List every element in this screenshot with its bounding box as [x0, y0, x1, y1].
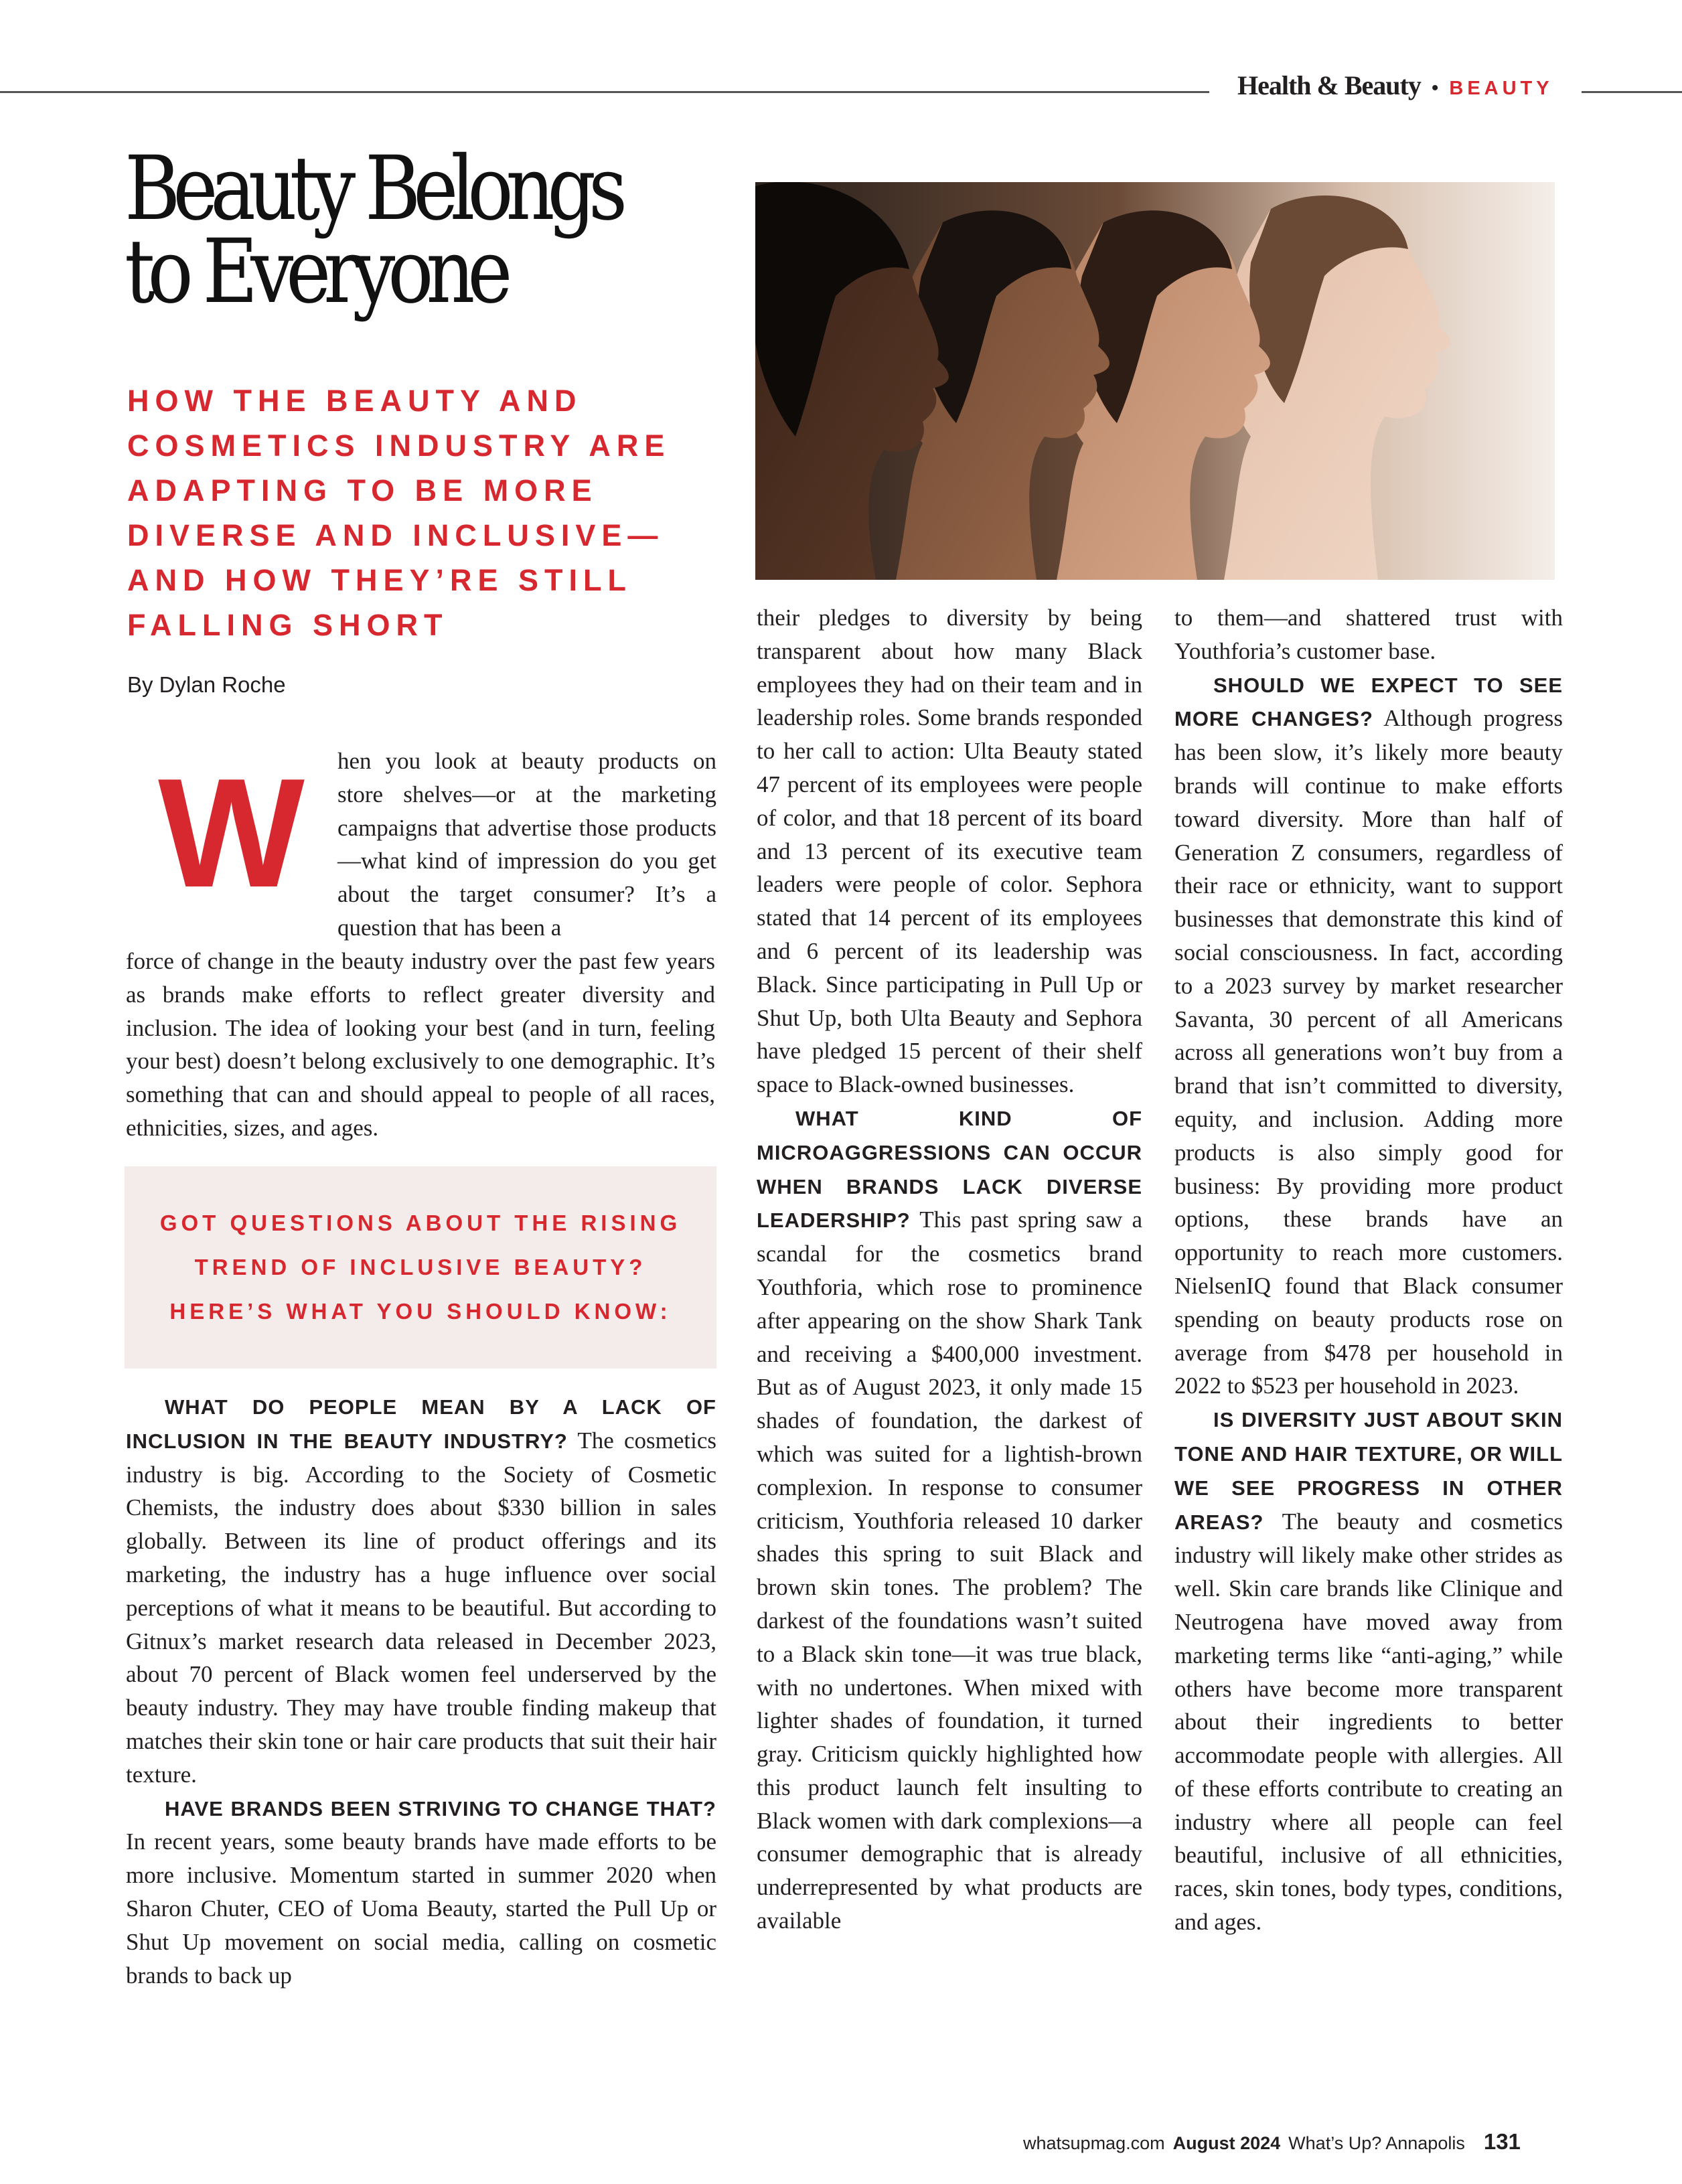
qa-paragraph-4 — [1174, 668, 1563, 1403]
body-column-2 — [757, 601, 1142, 1938]
byline: By Dylan Roche — [127, 672, 286, 697]
article-photo — [755, 182, 1555, 580]
callout-line-3: HERE’S WHAT YOU SHOULD KNOW: — [169, 1299, 672, 1324]
headline-line-2: to Everyone — [125, 220, 506, 323]
answer-3-continued: to them—and shattered trust with Youthforia’s customer base. — [1174, 605, 1563, 664]
header-rule-left — [0, 91, 1209, 93]
footer-site: whatsupmag.com — [1023, 2133, 1165, 2153]
qa-paragraph-1 — [126, 1390, 716, 1792]
answer-3: This past spring saw a scandal for the cosmetics brand Youthforia, which rose to prominence after appearing on the show Shark Tank and receiving a $400,000 investment. But as of August 2023, it only made 15 shades of foundation, the darkest of which was suited for a lightish-brown complexion. In response to consumer criticism, Youthforia released 10 darker shades this spring to suit Black and brown skin tones. The problem? The darkest of the foundations wasn’t suited to a Black skin tone—it was true black, with no undertones. When mixed with lighter shades of foundation, it turned gray. Criticism quickly highlighted how this product launch felt insulting to Black women with dark complexions—a consumer demographic that is already underrepresented by what products are available — [757, 1206, 1142, 1934]
page-number: 131 — [1483, 2129, 1521, 2154]
callout-line-1: GOT QUESTIONS ABOUT THE RISING — [159, 1211, 682, 1235]
qa-paragraph-2 — [126, 1792, 716, 1993]
answer-2: In recent years, some beauty brands have made efforts to be more inclusive. Momentum started in summer 2020 when Sharon Chuter, CEO of Uoma Beauty, started the Pull Up or Shut Up movement on social media, calling on cosmetic brands to back up — [126, 1828, 716, 1988]
callout-box — [125, 1166, 716, 1369]
intro-paragraph-bottom — [126, 945, 715, 1145]
header-rule-right — [1582, 91, 1682, 93]
question-1: WHAT DO PEOPLE MEAN BY A LACK OF INCLUSION IN THE BEAUTY INDUSTRY? — [126, 1395, 716, 1453]
deck-subtitle: HOW THE BEAUTY AND COSMETICS INDUSTRY ARE ADAPTING TO BE MORE DIVERSE AND INCLUSIVE—AND HOW THEY’RE STILL FALLING SHORT — [127, 384, 671, 642]
qa-paragraph-5 — [1174, 1403, 1563, 1939]
qa-paragraph-3 — [757, 1101, 1142, 1938]
faces-illustration — [755, 182, 1555, 580]
headline-line-1: Beauty Belongs — [125, 137, 621, 240]
answer-1: The cosmetics industry is big. According to the Society of Cosmetic Chemists, the industry does about $330 billion in sales globally. Between its line of product offerings and its marketing, the industry has a huge influence over social perceptions of what it means to be beautiful. But according to Gitnux’s market research data released in December 2023, about 70 percent of Black women feel underserved by the beauty industry. They may have trouble finding makeup that matches their skin tone or hair care products that suit their hair texture. — [126, 1427, 716, 1788]
intro-paragraph-top — [337, 745, 716, 945]
question-4: SHOULD WE EXPECT TO SEE MORE CHANGES? — [1174, 673, 1563, 731]
page-footer — [1023, 2129, 1521, 2155]
category-name: BEAUTY — [1449, 78, 1553, 99]
headline — [125, 137, 643, 323]
drop-cap — [158, 747, 308, 920]
answer-5: The beauty and cosmetics industry will likely make other strides as well. Skin care brands like Clinique and Neutrogena have moved away from marketing terms like “anti-aging,” while others have become more transparent about their ingredients to better accommodate people with allergies. All of these efforts contribute to creating an industry where all people can feel beautiful, inclusive of all ethnicities, races, skin tones, body types, conditions, and ages. — [1174, 1508, 1563, 1936]
question-3: WHAT KIND OF MICROAGGRESSIONS CAN OCCUR WHEN BRANDS LACK DIVERSE LEADERSHIP? — [757, 1106, 1142, 1233]
callout-line-2: TREND OF INCLUSIVE BEAUTY? — [194, 1255, 647, 1279]
bullet-separator: • — [1431, 77, 1439, 99]
drop-cap-letter: W — [158, 747, 305, 920]
body-column-3 — [1174, 601, 1563, 1939]
intro-text-bottom: force of change in the beauty industry over the past few years as brands make efforts to reflect greater diversity and inclusion. The idea of looking your best (and in turn, feeling your best) doesn’t belong exclusively to one demographic. It’s something that can and should appeal to people of all races, ethnicities, sizes, and ages. — [126, 948, 715, 1141]
footer-magazine: What’s Up? Annapolis — [1288, 2133, 1465, 2153]
body-column-1 — [126, 1390, 716, 1992]
section-name: Health & Beauty — [1237, 70, 1421, 100]
running-head — [1237, 70, 1553, 110]
question-5: IS DIVERSITY JUST ABOUT SKIN TONE AND HAIR TEXTURE, OR WILL WE SEE PROGRESS IN OTHER AREAS? — [1174, 1408, 1563, 1534]
footer-date: August 2024 — [1172, 2133, 1281, 2153]
intro-text-top: hen you look at beauty products on store shelves—or at the marketing campaigns that advertise those products—what kind of impression do you get about the target consumer? It’s a question that has been a — [337, 748, 716, 941]
answer-2-continued: their pledges to diversity by being transparent about how many Black employees they had on their team and in leadership roles. Some brands responded to her call to action: Ulta Beauty stated 47 percent of its employees were people of color, and that 18 percent of its board and 13 percent of its executive team leaders were people of color. Sephora stated that 14 percent of its employees and 6 percent of its leadership was Black. Since participating in Pull Up or Shut Up, both Ulta Beauty and Sephora have pledged 15 percent of their shelf space to Black-owned businesses. — [757, 605, 1142, 1098]
question-2: HAVE BRANDS BEEN STRIVING TO CHANGE THAT? — [165, 1796, 716, 1820]
answer-4: Although progress has been slow, it’s likely more beauty brands will continue to make efforts toward diversity. More than half of Generation Z consumers, regardless of their race or ethnicity, want to support businesses that demonstrate this kind of social consciousness. In fact, according to a 2023 survey by market researcher Savanta, 30 percent of all Americans across all generations won’t buy from a brand that isn’t committed to diversity, equity, and inclusion. Adding more products is also simply good for business: By providing more product options, these brands have an opportunity to reach more customers. NielsenIQ found that Black consumer spending on beauty products rose on average from $478 per household in 2022 to $523 per household in 2023. — [1174, 705, 1563, 1399]
